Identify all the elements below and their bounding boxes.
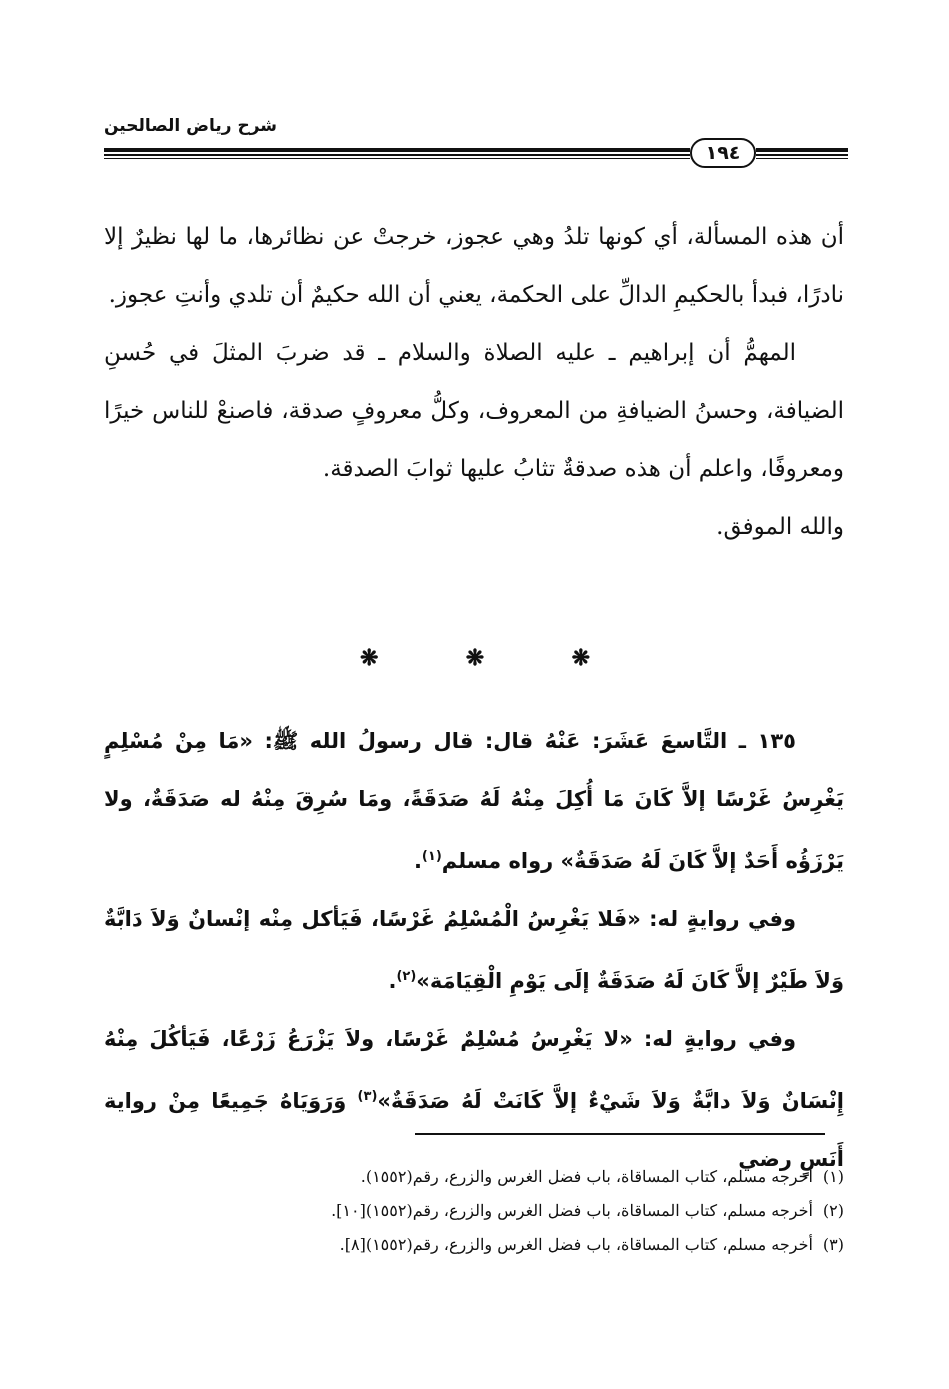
hadith-narration-3-text: وفي روايةٍ له: «لا يَغْرِسُ مُسْلِمٌ غَرْسًا، ولاَ يَزْرَعُ زَرْعًا، فَيَأكُلَ مِنْهُ إِنْسَانٌ وَلاَ دابَّةٌ وَلاَ شَيْءٌ إلاَّ كَانَتْ لَهُ صَدَقَةٌ» <box>104 1027 844 1113</box>
header-rule-right <box>756 140 848 164</box>
commentary-paragraph-1: أن هذه المسألة، أي كونها تلدُ وهي عجوز، خرجتْ عن نظائرها، ما لها نظيرٌ إلا نادرًا، فبدأ بالحكيمِ الدالِّ على الحكمة، يعني أن الله حكيمٌ أن تلدي وأنتِ عجوز. <box>104 224 844 308</box>
hadith-narration-2-text: وفي روايةٍ له: «فَلا يَغْرِسُ الْمُسْلِمُ غَرْسًا، فَيَأكل مِنْه إنْسانٌ وَلاَ دَابَّةٌ وَلاَ طَيْرٌ إلاَّ كَانَ لَهُ صَدَقَةٌ إلَى يَوْمِ الْقِيَامَة» <box>104 907 844 993</box>
footnote-text: أخرجه مسلم، كتاب المساقاة، باب فضل الغرس والزرع، رقم(١٥٥٢)[٨]. <box>339 1235 813 1254</box>
footnote-text: أخرجه مسلم، كتاب المساقاة، باب فضل الغرس والزرع، رقم(١٥٥٢). <box>360 1167 813 1186</box>
footnote-divider <box>415 1133 825 1135</box>
header-rule-left <box>104 140 690 164</box>
hadith-main-text: ١٣٥ ـ التَّاسعَ عَشَرَ: عَنْهُ قال: قال رسولُ الله ﷺ: «مَا مِنْ مُسْلِمٍ يَغْرِسُ غَرْسًا إلاَّ كَانَ مَا أُكِلَ مِنْهُ لَهُ صَدَقَةً، ومَا سُرِقَ مِنْهُ له صَدَقَةٌ، ولا يَرْزَؤُه أَحَدٌ إلاَّ كَانَ لَهُ صَدَقَةٌ» رواه مسلم <box>104 729 844 873</box>
footnote-item <box>104 1194 844 1228</box>
commentary-paragraph-2: المهمُّ أن إبراهيم ـ عليه الصلاة والسلام ـ قد ضربَ المثلَ في حُسنِ الضيافة، وحسنُ الضيافةِ من المعروف، وكلُّ معروفٍ صدقة، فاصنعْ للناس خيرًا ومعروفًا، واعلم أن هذه صدقةٌ تثابُ عليها ثوابَ الصدقة. <box>104 340 844 482</box>
hadith-block <box>104 712 844 1188</box>
footnote-number: (١) <box>822 1167 844 1186</box>
commentary-closing: والله الموفق. <box>716 514 844 540</box>
footnote-text: أخرجه مسلم، كتاب المساقاة، باب فضل الغرس والزرع، رقم(١٥٥٢)[١٠]. <box>331 1201 813 1220</box>
hadith-main: ١٣٥ ـ التَّاسعَ عَشَرَ: عَنْهُ قال: قال رسولُ الله ﷺ: «مَا مِنْ مُسْلِمٍ يَغْرِسُ غَرْسًا إلاَّ كَانَ مَا أُكِلَ مِنْهُ لَهُ صَدَقَةً، ومَا سُرِقَ مِنْهُ له صَدَقَةٌ، ولا يَرْزَؤُه أَحَدٌ إلاَّ كَانَ لَهُ صَدَقَةٌ» رواه مسلم$^{(١)}$. <box>104 729 844 873</box>
footnotes <box>104 1160 844 1262</box>
section-separator <box>360 645 590 671</box>
hadith-narration-3-tail: وَرَوَيَاهُ جَمِيعًا مِنْ رواية أَنَسٍ رضي <box>104 1089 844 1171</box>
footnote-item <box>104 1160 844 1194</box>
footnote-item <box>104 1228 844 1262</box>
footnote-number: (٢) <box>822 1201 844 1220</box>
separator-star-icon: ❋ <box>360 645 379 671</box>
footnote-ref[interactable]: (٢) <box>396 969 417 984</box>
commentary-block <box>104 208 844 556</box>
footnote-number: (٣) <box>822 1235 844 1254</box>
separator-star-icon: ❋ <box>571 645 590 671</box>
running-title: شرح رياض الصالحين <box>104 116 278 136</box>
separator-star-icon: ❋ <box>465 645 485 671</box>
footnote-ref[interactable]: (١) <box>421 849 442 864</box>
footnote-ref[interactable]: (٣) <box>357 1089 378 1104</box>
page-number: ١٩٤ <box>690 138 756 168</box>
hadith-narration-2: وفي روايةٍ له: «فَلا يَغْرِسُ الْمُسْلِمُ غَرْسًا، فَيَأكل مِنْه إنْسانٌ وَلاَ دَابَّةٌ وَلاَ طَيْرٌ إلاَّ كَانَ لَهُ صَدَقَةٌ إلَى يَوْمِ الْقِيَامَة»$^{(٢)}$. <box>104 907 844 993</box>
